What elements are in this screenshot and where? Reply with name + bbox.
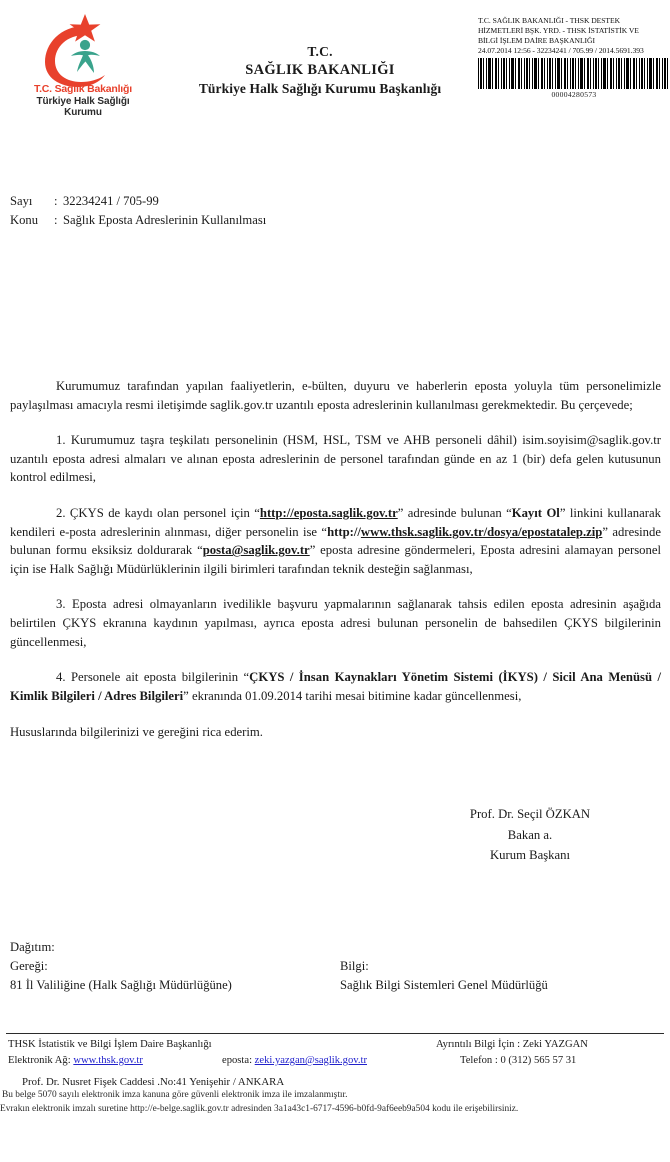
paragraph-item-1: 1. Kurumumuz taşra teşkilatı personelinin (HSM, HSL, TSM ve AHB personeli dâhil) isim.soyisim@saglik.gov.tr uzantılı eposta adresi almaları ve alınan eposta adreslerinin de personel tarafından günde en az 1 (bir) defa gelen kutusunun kontrol edilmesi,	[10, 433, 661, 485]
logo-line-3: Kurumu	[64, 106, 102, 118]
page-title	[170, 44, 470, 97]
logo-line-2: Türkiye Halk Sağlığı	[36, 95, 130, 107]
title-line-2: SAĞLIK BAKANLIĞI	[245, 62, 395, 78]
item2-text-4: ” adresinde bulunan formu eksiksiz doldurarak “	[10, 524, 661, 558]
document-header	[0, 0, 670, 130]
footer-web-link[interactable]: www.thsk.gov.tr	[73, 1055, 143, 1066]
footer-legal-notice-1: Bu belge 5070 sayılı elektronik imza kanuna göre güvenli elektronik imza ile imzalanmıştır.	[2, 1090, 348, 1100]
document-meta	[10, 192, 266, 229]
kayit-ol-label: Kayıt Ol	[511, 506, 560, 521]
signer-role-1: Bakan a.	[507, 827, 553, 842]
footer-phone: Telefon : 0 (312) 565 57 31	[460, 1055, 577, 1066]
registration-stamp	[478, 16, 670, 99]
item4-text-2: ” ekranında 01.09.2014 tarihi mesai bitimine kadar güncellenmesi,	[183, 688, 522, 703]
signature-block	[400, 804, 660, 866]
footer-web-label: Elektronik Ağ:	[8, 1055, 71, 1066]
stamp-line-4: 24.07.2014 12:56 - 32234241 / 705.99 / 2014.5691.393	[478, 46, 644, 56]
sayi-value: 32234241 / 705-99	[63, 194, 159, 208]
ministry-emblem-icon	[38, 8, 132, 88]
posta-mail-link[interactable]: posta@saglik.gov.tr	[202, 543, 310, 558]
item2-text-1: 2. ÇKYS de kaydı olan personel için “	[56, 506, 260, 521]
document-body	[10, 377, 661, 741]
bilgi-heading: Bilgi:	[340, 958, 369, 973]
ckys-path-label: ÇKYS / İnsan Kaynakları Yönetim Sistemi (İKYS) / Sicil Ana Menüsü / Kimlik Bilgileri / Adres Bilgileri	[10, 670, 662, 703]
sayi-separator: :	[54, 194, 58, 208]
paragraph-intro: Kurumumuz tarafından yapılan faaliyetlerin, e-bülten, duyuru ve haberlerin eposta yoluyla tüm personelimizle paylaşılması amacıyla resmi iletişimde saglik.gov.tr uzantılı eposta adreslerinin kullanılması gerekmektedir. Bu çerçevede;	[10, 379, 661, 412]
footer-contact-person: Ayrıntılı Bilgi İçin : Zeki YAZGAN	[436, 1039, 588, 1050]
geregi-item: 81 İl Valiliğine (Halk Sağlığı Müdürlüğüne)	[10, 977, 232, 992]
konu-label: Konu	[10, 212, 38, 227]
item4-text-1: 4. Personele ait eposta bilgilerinin “	[56, 670, 250, 685]
paragraph-item-4	[10, 668, 661, 705]
barcode-number: 00004280573	[551, 90, 597, 100]
paragraph-item-3: 3. Eposta adresi olmayanların ivedilikle başvuru yapmalarının sağlanarak tahsis edilen eposta adresinin aşağıda belirtilen ÇKYS ekranına kaydının yapılması, ayrıca eposta adresi bulunan personelin de bahsedilen ÇKYS bilgilerinin güncellenmesi,	[10, 597, 661, 649]
barcode-icon	[478, 58, 670, 89]
form-download-link[interactable]: www.thsk.saglik.gov.tr/dosya/epostatalep.zip	[360, 524, 603, 539]
stamp-line-1: T.C. SAĞLIK BAKANLIĞI - THSK DESTEK	[478, 16, 621, 25]
paragraph-item-2	[10, 504, 661, 578]
ministry-logo	[8, 8, 158, 120]
footer-department: THSK İstatistik ve Bilgi İşlem Daire Başkanlığı	[8, 1039, 212, 1050]
footer-eposta-label: eposta:	[222, 1055, 253, 1066]
eposta-portal-link[interactable]: http://eposta.saglik.gov.tr	[259, 506, 398, 521]
signer-name: Prof. Dr. Seçil ÖZKAN	[469, 807, 591, 821]
distribution-column-geregi	[10, 957, 340, 995]
meta-row-sayi	[10, 192, 266, 211]
signer-role-2: Kurum Başkanı	[490, 848, 570, 863]
footer-legal-notice-2: Evrakın elektronik imzalı suretine http://e-belge.saglik.gov.tr adresinden 3a1a43c1-6717-4596-b0fd-9af6eeb9a504 kodu ile erişebilirsiniz.	[0, 1104, 519, 1114]
item2-text-2: ” adresinde bulunan “	[397, 506, 512, 521]
ministry-logo-text	[8, 84, 158, 118]
footer-divider	[6, 1033, 664, 1034]
konu-separator: :	[54, 212, 58, 227]
footer-contact-grid	[8, 1037, 664, 1071]
title-line-1: T.C.	[307, 44, 333, 59]
footer-eposta-link[interactable]: zeki.yazgan@saglik.gov.tr	[254, 1055, 367, 1066]
geregi-heading: Gereği:	[10, 958, 48, 973]
item2-text-5: ” eposta adresine göndermeleri, Eposta adresini alamayan personel için ise Halk Sağlığı Müdürlüklerinin ilgili birimleri tarafından teknik desteğin sağlanması,	[10, 543, 661, 576]
stamp-line-2: HİZMETLERİ BŞK. YRD. - THSK İSTATİSTİK VE	[478, 26, 639, 36]
meta-row-konu	[10, 211, 266, 230]
bilgi-item: Sağlık Bilgi Sistemleri Genel Müdürlüğü	[340, 977, 548, 992]
item2-text-3: ” linkini kullanarak kendileri e-posta adreslerinin alınması, diğer personelin ise “	[10, 506, 661, 539]
konu-value: Sağlık Eposta Adreslerinin Kullanılması	[63, 212, 267, 227]
distribution-heading: Dağıtım:	[10, 940, 55, 954]
distribution-columns	[10, 957, 661, 995]
form-link-prefix: http://	[327, 524, 361, 539]
stamp-line-3: BİLGİ İŞLEM DAİRE BAŞKANLIĞI	[478, 36, 595, 46]
distribution-block	[10, 938, 661, 995]
logo-line-1: T.C. Sağlık Bakanlığı	[34, 83, 132, 95]
distribution-column-bilgi	[340, 957, 661, 995]
footer-address: Prof. Dr. Nusret Fişek Caddesi .No:41 Yenişehir / ANKARA	[22, 1076, 285, 1088]
sayi-label: Sayı	[10, 194, 33, 208]
paragraph-closing: Hususlarında bilgilerinizi ve gereğini rica ederim.	[10, 724, 263, 739]
title-line-3: Türkiye Halk Sağlığı Kurumu Başkanlığı	[198, 81, 442, 96]
